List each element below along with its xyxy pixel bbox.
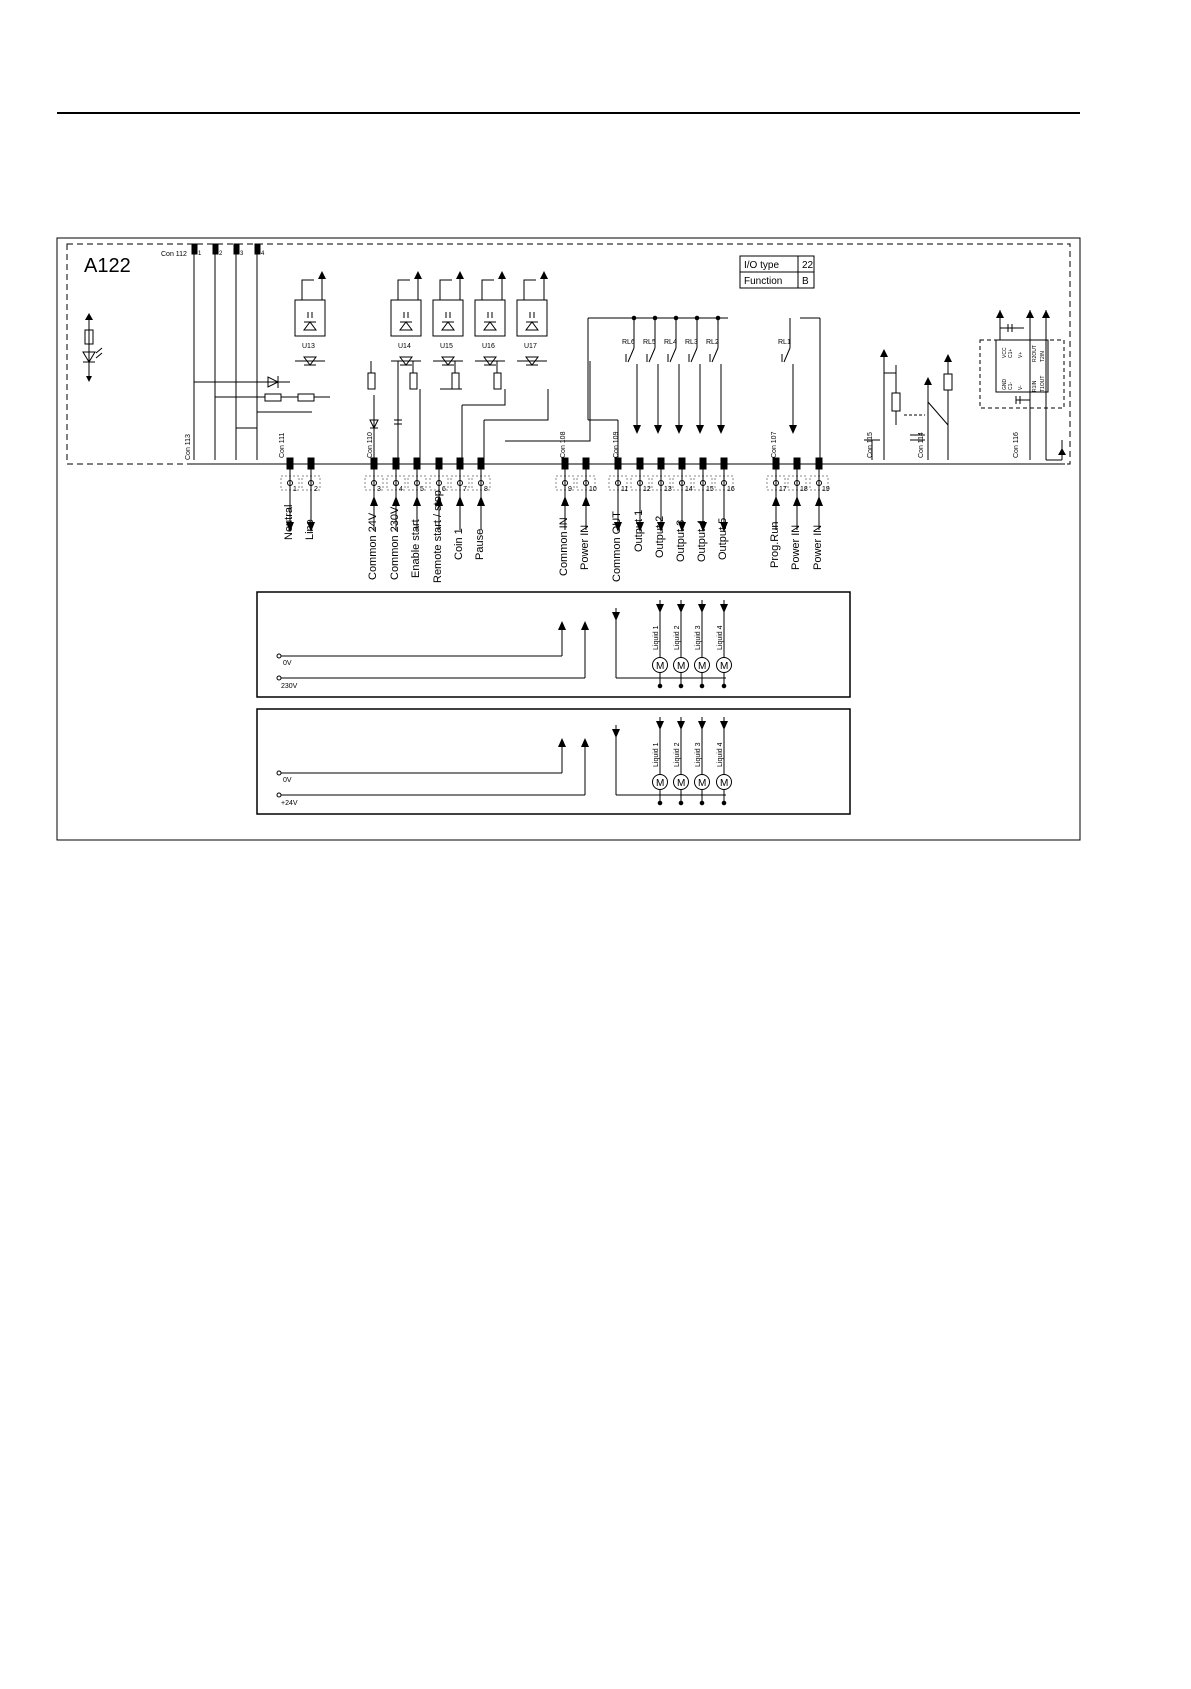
terminal-label: Output 4 <box>696 519 708 562</box>
terminal-1 <box>281 458 299 540</box>
terminal-10 <box>577 458 597 570</box>
svg-text:VCC: VCC <box>1002 347 1008 358</box>
relay-rl1 <box>778 318 797 434</box>
terminal-16 <box>715 458 735 560</box>
svg-text:T2IN: T2IN <box>1040 351 1046 362</box>
relay-rl5 <box>643 316 662 434</box>
terminal-label: Common 24V <box>367 512 379 580</box>
io-type-label: I/O type <box>744 260 780 271</box>
relay-contact <box>691 348 697 362</box>
terminal-label: Common OUT <box>611 511 623 582</box>
terminal-label: Output 5 <box>717 517 729 560</box>
liquid-label: Liquid 2 <box>674 625 681 650</box>
motor-3 <box>695 717 710 805</box>
svg-text:2: 2 <box>219 251 223 257</box>
motor-3 <box>695 600 710 688</box>
terminal-number: 16 <box>727 486 735 493</box>
terminal-number: 18 <box>800 486 808 493</box>
svg-text:V-: V- <box>1018 385 1024 390</box>
svg-text:C1-: C1- <box>1008 381 1014 390</box>
con-107-label: Con 107 <box>771 431 778 458</box>
opto-route-wire <box>462 389 505 405</box>
motor-arrow <box>720 721 728 730</box>
connector-pin <box>436 458 442 469</box>
opto-output-wire <box>482 280 494 300</box>
terminal-label: Neutral <box>283 504 295 540</box>
terminal-arrow-in <box>413 496 421 506</box>
optocoupler-body <box>517 300 547 336</box>
terminal-9 <box>556 458 574 576</box>
terminal-number: 17 <box>779 486 787 493</box>
motor-1 <box>653 717 668 805</box>
connector-pin <box>794 458 800 469</box>
panel-24v-supply: +24V <box>281 800 298 807</box>
status-led <box>83 313 102 382</box>
terminal-block <box>281 458 830 583</box>
optocoupler-label: U14 <box>398 343 411 350</box>
liquid-label: Liquid 3 <box>695 625 702 650</box>
relay-label: RL6 <box>622 339 635 346</box>
relay-rl2 <box>706 316 725 434</box>
opto-series-resistor <box>452 373 459 389</box>
terminal-13 <box>652 458 672 558</box>
relay-contact <box>628 348 634 362</box>
motor-letter: M <box>677 778 686 789</box>
terminal-14 <box>673 458 693 562</box>
relay-rl6 <box>622 316 641 434</box>
liquid-label: Liquid 2 <box>674 742 681 767</box>
terminal-label: Output 2 <box>654 515 666 558</box>
relay-label: RL2 <box>706 339 719 346</box>
opto-output-wire <box>524 280 536 300</box>
relay-label: RL4 <box>664 339 677 346</box>
terminal-17 <box>767 458 787 568</box>
motor-letter: M <box>698 661 707 672</box>
motor-node <box>679 801 683 805</box>
relay-arrow <box>654 425 662 434</box>
terminal-number: 4 <box>399 486 403 493</box>
relay-contact <box>670 348 676 362</box>
terminal-number: 10 <box>589 486 597 493</box>
con-114-label: Con 114 <box>918 432 925 458</box>
liquid-label: Liquid 3 <box>695 742 702 767</box>
terminal-number: 8 <box>484 486 488 493</box>
connector-pin <box>615 458 621 469</box>
panel-24v <box>257 709 850 814</box>
terminal-label: Power IN <box>812 524 824 570</box>
terminal-19 <box>810 458 830 570</box>
motor-letter: M <box>698 778 707 789</box>
terminal-number: 9 <box>568 486 572 493</box>
terminal-label: Remote start / stop <box>432 490 444 583</box>
con-115-label: Con 115 <box>867 432 874 458</box>
opto-arrow <box>414 271 422 279</box>
motor-arrow <box>656 721 664 730</box>
terminal-arrow-in <box>772 496 780 506</box>
svg-text:R1IN: R1IN <box>1032 380 1038 392</box>
board-name: A122 <box>84 255 131 277</box>
optocoupler-label: U17 <box>524 343 537 350</box>
opto-output-wire <box>302 280 314 300</box>
relay-arrow <box>717 425 725 434</box>
connector-pin <box>562 458 568 469</box>
terminal-label: Output 1 <box>633 509 645 552</box>
liquid-label: Liquid 1 <box>653 625 660 650</box>
relay-arrow <box>633 425 641 434</box>
opto-arrow <box>318 271 326 279</box>
con-113-label: Con 113 <box>185 434 192 460</box>
optocoupler-label: U13 <box>302 343 315 350</box>
relay-rl4 <box>664 316 683 434</box>
opto-output-wire <box>398 280 410 300</box>
motor-node <box>658 801 662 805</box>
panel-230v-zero: 0V <box>283 660 292 667</box>
terminal-label: Enable start <box>410 519 422 578</box>
rs232-driver-ic <box>980 310 1066 460</box>
terminal-18 <box>788 458 808 570</box>
motor-node <box>700 684 704 688</box>
terminal-number: 14 <box>685 486 693 493</box>
opto-led <box>526 322 538 330</box>
svg-text:T1OUT: T1OUT <box>1040 375 1046 392</box>
motor-letter: M <box>677 661 686 672</box>
terminal-label: Output 3 <box>675 519 687 562</box>
optocoupler-body <box>295 300 325 336</box>
terminal-8 <box>472 458 490 560</box>
terminal-5 <box>408 458 426 578</box>
motor-arrow <box>698 604 706 613</box>
function-label: Function <box>744 276 783 287</box>
con-111-label: Con 111 <box>279 432 286 458</box>
terminal-number: 2 <box>314 486 318 493</box>
terminal-12 <box>631 458 651 552</box>
optocoupler-u13 <box>295 271 326 365</box>
terminal-4 <box>387 458 405 580</box>
terminal-2 <box>302 458 320 540</box>
motor-node <box>679 684 683 688</box>
liquid-label: Liquid 4 <box>717 742 724 767</box>
terminal-number: 5 <box>420 486 424 493</box>
motor-arrow <box>698 721 706 730</box>
terminal-label: Coin 1 <box>453 528 465 560</box>
liquid-label: Liquid 4 <box>717 625 724 650</box>
relay-arrow <box>789 425 797 434</box>
terminal-arrow-in <box>793 496 801 506</box>
svg-text:V+: V+ <box>1018 351 1024 358</box>
opto-led <box>304 322 316 330</box>
terminal-11 <box>609 458 628 582</box>
con-110-label: Con 110 <box>367 432 374 458</box>
motor-4 <box>717 717 732 805</box>
opto-arrow <box>540 271 548 279</box>
terminal-arrow-in <box>561 496 569 506</box>
svg-text:C1+: C1+ <box>1008 348 1014 358</box>
terminal-label: Common 230V <box>389 506 401 580</box>
optocoupler-label: U15 <box>440 343 453 350</box>
terminal-number: 11 <box>621 486 629 493</box>
connector-pin <box>773 458 779 469</box>
motor-arrow <box>677 721 685 730</box>
terminal-number: 6 <box>442 486 446 493</box>
optocoupler-body <box>391 300 421 336</box>
motor-node <box>722 801 726 805</box>
motor-2 <box>674 717 689 805</box>
optocoupler-label: U16 <box>482 343 495 350</box>
terminal-arrow-in <box>815 496 823 506</box>
motor-2 <box>674 600 689 688</box>
motor-arrow <box>720 604 728 613</box>
connector-pin <box>308 458 314 469</box>
motor-letter: M <box>656 778 665 789</box>
opto-led <box>400 322 412 330</box>
terminal-number: 13 <box>664 486 672 493</box>
opto-routing <box>370 361 590 460</box>
panel-230v <box>257 592 850 697</box>
opto-arrow <box>456 271 464 279</box>
relay-label: RL3 <box>685 339 698 346</box>
connector-pin <box>287 458 293 469</box>
function-value: B <box>802 276 809 287</box>
svg-text:1: 1 <box>198 251 202 257</box>
svg-text:GND: GND <box>1002 378 1008 390</box>
terminal-label: Power IN <box>579 524 591 570</box>
io-type-value: 22 <box>802 260 814 271</box>
relay-contact <box>784 348 790 362</box>
motor-4 <box>717 600 732 688</box>
motor-letter: M <box>656 661 665 672</box>
con-112-label: Con 112 <box>161 251 187 258</box>
power-rails <box>161 244 330 460</box>
terminal-arrow-in <box>456 496 464 506</box>
connector-pin <box>816 458 822 469</box>
terminal-label: Common IN <box>558 517 570 576</box>
terminal-arrow-in <box>477 496 485 506</box>
connector-pin <box>700 458 706 469</box>
motor-node <box>722 684 726 688</box>
opto-output-wire <box>440 280 452 300</box>
connector-pin <box>414 458 420 469</box>
liquid-label: Liquid 1 <box>653 742 660 767</box>
connector-pin <box>658 458 664 469</box>
motor-node <box>700 801 704 805</box>
connector-pin <box>679 458 685 469</box>
motor-arrow <box>677 604 685 613</box>
opto-arrow <box>498 271 506 279</box>
connector-pin <box>583 458 589 469</box>
motor-letter: M <box>720 778 729 789</box>
panel-24v-motors <box>653 717 732 805</box>
connector-pin <box>721 458 727 469</box>
terminal-label: Power IN <box>790 524 802 570</box>
connector-pin <box>478 458 484 469</box>
opto-series-resistor <box>494 373 501 389</box>
optocoupler-u14 <box>368 271 422 389</box>
connector-pin <box>393 458 399 469</box>
io-table <box>740 256 814 288</box>
optocoupler-body <box>433 300 463 336</box>
terminal-7 <box>451 458 469 560</box>
panel-230v-supply: 230V <box>281 683 298 690</box>
terminal-label: Line <box>304 519 316 540</box>
opto-led <box>442 322 454 330</box>
terminal-label: Prog.Run <box>769 521 781 568</box>
relay-group <box>588 316 820 460</box>
panel-24v-zero: 0V <box>283 777 292 784</box>
terminal-3 <box>365 458 383 580</box>
terminal-15 <box>694 458 714 562</box>
motor-node <box>658 684 662 688</box>
terminal-arrow-in <box>392 496 400 506</box>
terminal-arrow-in <box>582 496 590 506</box>
opto-series-resistor <box>410 373 417 389</box>
terminal-label: Pause <box>474 528 486 560</box>
relay-arrow <box>696 425 704 434</box>
optocoupler-group <box>295 271 590 460</box>
relay-label: RL5 <box>643 339 656 346</box>
svg-text:R2OUT: R2OUT <box>1032 345 1038 362</box>
relay-contact <box>712 348 718 362</box>
terminal-6 <box>430 458 448 583</box>
relay-contact <box>649 348 655 362</box>
terminal-number: 1 <box>293 486 297 493</box>
connector-pin <box>637 458 643 469</box>
terminal-number: 15 <box>706 486 714 493</box>
con-116-label: Con 116 <box>1013 432 1020 458</box>
terminal-number: 7 <box>463 486 467 493</box>
relay-arrow <box>675 425 683 434</box>
terminal-number: 3 <box>377 486 381 493</box>
optocoupler-body <box>475 300 505 336</box>
motor-letter: M <box>720 661 729 672</box>
terminal-arrow-in <box>370 496 378 506</box>
svg-text:4: 4 <box>261 251 265 257</box>
svg-text:3: 3 <box>240 251 244 257</box>
motor-1 <box>653 600 668 688</box>
con-108-label: Con 108 <box>560 431 567 458</box>
motor-arrow <box>656 604 664 613</box>
relay-rl3 <box>685 316 704 434</box>
connector-pin <box>371 458 377 469</box>
con-109-label: Con 109 <box>613 431 620 458</box>
opto-series-resistor <box>368 373 375 389</box>
terminal-number: 12 <box>643 486 651 493</box>
connector-pin <box>457 458 463 469</box>
opto-led <box>484 322 496 330</box>
panel-230v-motors <box>653 600 732 688</box>
con-114-circuit <box>904 354 952 460</box>
board-outline <box>67 244 1070 464</box>
relay-label: RL1 <box>778 339 791 346</box>
terminal-number: 19 <box>822 486 830 493</box>
